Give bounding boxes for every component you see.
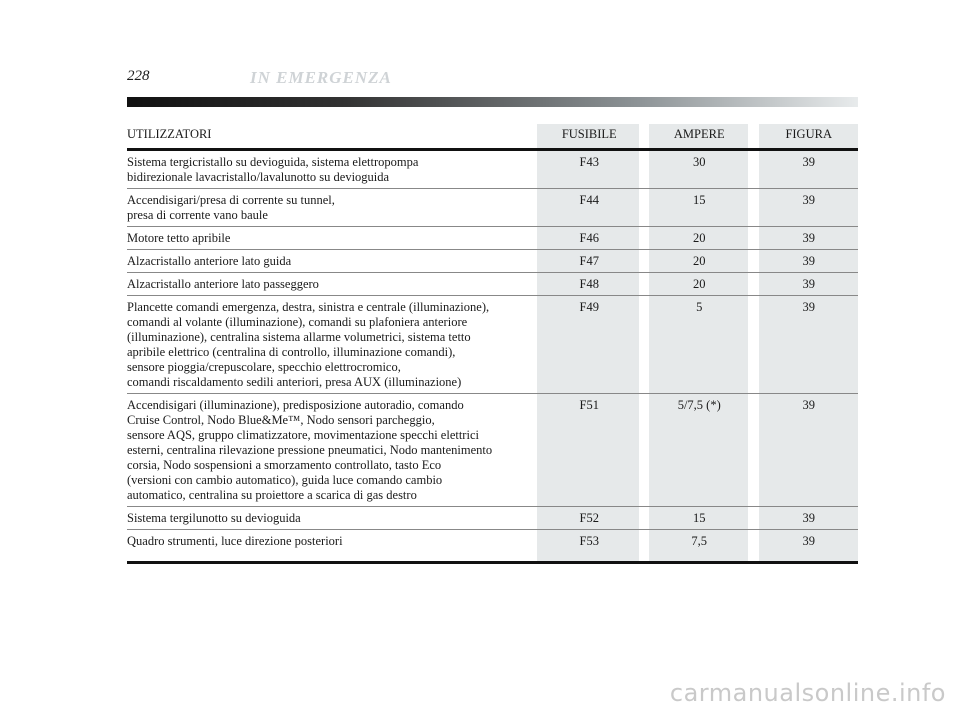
cell-figura: 39 bbox=[759, 296, 858, 394]
cell-ampere: 20 bbox=[650, 227, 749, 250]
fuse-table-container bbox=[127, 124, 858, 564]
description-line: Accendisigari (illuminazione), predisposizione autoradio, comando bbox=[127, 398, 464, 412]
table-row bbox=[127, 227, 858, 250]
cell-fusibile: F53 bbox=[538, 530, 640, 563]
section-title: IN EMERGENZA bbox=[250, 68, 392, 87]
description-line: automatico, centralina su proiettore a scarica di gas destro bbox=[127, 488, 417, 502]
column-gap bbox=[640, 530, 650, 563]
watermark: carmanualsonline.info bbox=[669, 679, 946, 707]
cell-ampere: 5/7,5 (*) bbox=[650, 394, 749, 507]
cell-figura: 39 bbox=[759, 507, 858, 530]
cell-utilizzatori bbox=[127, 394, 538, 507]
description-line: comandi riscaldamento sedili anteriori, presa AUX (illuminazione) bbox=[127, 375, 462, 389]
column-gap bbox=[749, 150, 760, 189]
table-row bbox=[127, 150, 858, 189]
cell-fusibile: F52 bbox=[538, 507, 640, 530]
column-gap bbox=[640, 250, 650, 273]
cell-utilizzatori bbox=[127, 507, 538, 530]
column-gap bbox=[749, 189, 760, 227]
column-header-utilizzatori: UTILIZZATORI bbox=[127, 124, 538, 150]
table-row bbox=[127, 507, 858, 530]
cell-fusibile: F47 bbox=[538, 250, 640, 273]
cell-utilizzatori bbox=[127, 530, 538, 563]
cell-utilizzatori bbox=[127, 150, 538, 189]
column-header-figura: FIGURA bbox=[759, 124, 858, 150]
column-gap bbox=[749, 124, 760, 150]
column-gap bbox=[640, 273, 650, 296]
cell-fusibile: F46 bbox=[538, 227, 640, 250]
cell-fusibile: F48 bbox=[538, 273, 640, 296]
cell-ampere: 20 bbox=[650, 273, 749, 296]
description-line: presa di corrente vano baule bbox=[127, 208, 268, 222]
cell-figura: 39 bbox=[759, 250, 858, 273]
header-rule bbox=[127, 97, 858, 107]
cell-utilizzatori bbox=[127, 296, 538, 394]
cell-ampere: 30 bbox=[650, 150, 749, 189]
table-header-row bbox=[127, 124, 858, 150]
cell-ampere: 5 bbox=[650, 296, 749, 394]
cell-ampere: 20 bbox=[650, 250, 749, 273]
description-line: Motore tetto apribile bbox=[127, 231, 231, 245]
table-row bbox=[127, 530, 858, 563]
column-gap bbox=[640, 296, 650, 394]
description-line: Alzacristallo anteriore lato passeggero bbox=[127, 277, 319, 291]
cell-figura: 39 bbox=[759, 227, 858, 250]
description-line: bidirezionale lavacristallo/lavalunotto su devioguida bbox=[127, 170, 390, 184]
column-header-ampere: AMPERE bbox=[650, 124, 749, 150]
column-header-fusibile: FUSIBILE bbox=[538, 124, 640, 150]
description-line: Alzacristallo anteriore lato guida bbox=[127, 254, 292, 268]
page-number: 228 bbox=[127, 68, 150, 84]
cell-utilizzatori bbox=[127, 227, 538, 250]
column-gap bbox=[749, 296, 760, 394]
description-line: corsia, Nodo sospensioni a smorzamento controllato, tasto Eco bbox=[127, 458, 442, 472]
description-line: (illuminazione), centralina sistema allarme volumetrici, sistema tetto bbox=[127, 330, 471, 344]
description-line: comandi al volante (illuminazione), comandi su plafoniera anteriore bbox=[127, 315, 468, 329]
cell-ampere: 15 bbox=[650, 507, 749, 530]
table-body bbox=[127, 150, 858, 563]
cell-ampere: 7,5 bbox=[650, 530, 749, 563]
table-row bbox=[127, 296, 858, 394]
description-line: Accendisigari/presa di corrente su tunnel, bbox=[127, 193, 335, 207]
cell-utilizzatori bbox=[127, 189, 538, 227]
column-gap bbox=[749, 394, 760, 507]
table-row bbox=[127, 394, 858, 507]
cell-fusibile: F51 bbox=[538, 394, 640, 507]
cell-figura: 39 bbox=[759, 394, 858, 507]
column-gap bbox=[640, 150, 650, 189]
cell-figura: 39 bbox=[759, 150, 858, 189]
description-line: esterni, centralina rilevazione pressione pneumatici, Nodo mantenimento bbox=[127, 443, 493, 457]
column-gap bbox=[749, 507, 760, 530]
cell-figura: 39 bbox=[759, 189, 858, 227]
cell-fusibile: F44 bbox=[538, 189, 640, 227]
description-line: apribile elettrico (centralina di controllo, illuminazione comandi), bbox=[127, 345, 456, 359]
fuse-table bbox=[127, 124, 858, 564]
column-gap bbox=[640, 124, 650, 150]
column-gap bbox=[640, 394, 650, 507]
description-line: Sistema tergicristallo su devioguida, sistema elettropompa bbox=[127, 155, 419, 169]
cell-utilizzatori bbox=[127, 273, 538, 296]
cell-ampere: 15 bbox=[650, 189, 749, 227]
column-gap bbox=[640, 507, 650, 530]
cell-utilizzatori bbox=[127, 250, 538, 273]
column-gap bbox=[640, 227, 650, 250]
cell-figura: 39 bbox=[759, 273, 858, 296]
table-row bbox=[127, 189, 858, 227]
description-line: Plancette comandi emergenza, destra, sinistra e centrale (illuminazione), bbox=[127, 300, 490, 314]
column-gap bbox=[749, 530, 760, 563]
table-row bbox=[127, 250, 858, 273]
column-gap bbox=[640, 189, 650, 227]
description-line: Cruise Control, Nodo Blue&Me™, Nodo sensori parcheggio, bbox=[127, 413, 435, 427]
column-gap bbox=[749, 227, 760, 250]
description-line: sensore AQS, gruppo climatizzatore, movimentazione specchi elettrici bbox=[127, 428, 479, 442]
cell-fusibile: F43 bbox=[538, 150, 640, 189]
cell-figura: 39 bbox=[759, 530, 858, 563]
column-gap bbox=[749, 250, 760, 273]
description-line: Quadro strumenti, luce direzione posteriori bbox=[127, 534, 343, 548]
description-line: sensore pioggia/crepuscolare, specchio elettrocromico, bbox=[127, 360, 401, 374]
cell-fusibile: F49 bbox=[538, 296, 640, 394]
table-row bbox=[127, 273, 858, 296]
column-gap bbox=[749, 273, 760, 296]
description-line: Sistema tergilunotto su devioguida bbox=[127, 511, 301, 525]
description-line: (versioni con cambio automatico), guida luce comando cambio bbox=[127, 473, 443, 487]
